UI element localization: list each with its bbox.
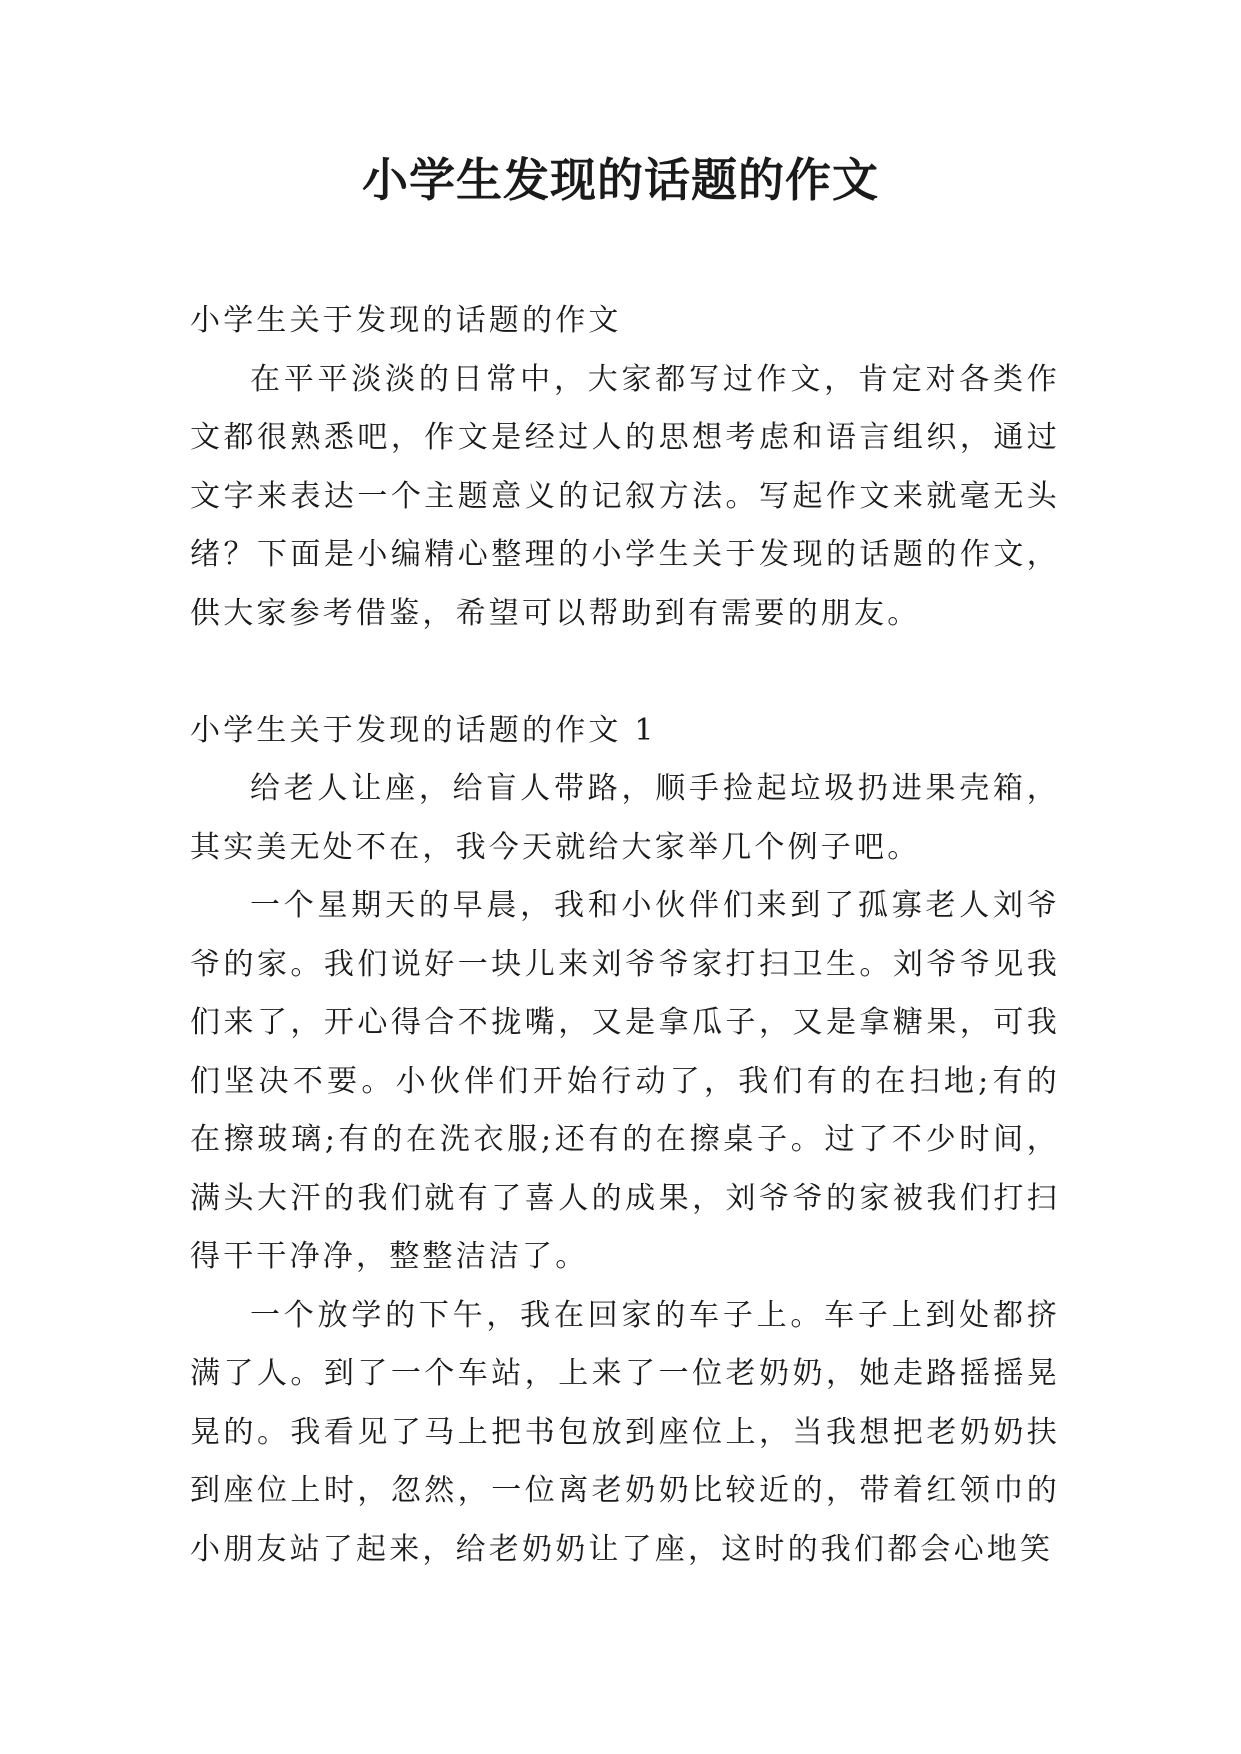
- document-body: [190, 292, 1060, 1579]
- subtitle: 小学生关于发现的话题的作文: [190, 303, 622, 338]
- paragraph-spacer: [190, 643, 1060, 702]
- section-heading: 小学生关于发现的话题的作文 1: [190, 712, 657, 748]
- paragraph-3: 一个放学的下午，我在回家的车子上。车子上到处都挤满了人。到了一个车站，上来了一位老奶奶，她走路摇摇晃晃的。我看见了马上把书包放到座位上，当我想把老奶奶扶到座位上时，忽然，一位离老奶奶比较近的，带着红领巾的小朋友站了起来，给老奶奶让了座，这时的我们都会心地笑: [190, 1297, 1060, 1567]
- paragraph-1: 给老人让座，给盲人带路，顺手捡起垃圾扔进果壳箱，其实美无处不在，我今天就给大家举几个例子吧。: [190, 771, 1060, 865]
- page-title: 小学生发现的话题的作文: [362, 153, 879, 207]
- intro-paragraph: 在平平淡淡的日常中，大家都写过作文，肯定对各类作文都很熟悉吧，作文是经过人的思想考虑和语言组织，通过文字来表达一个主题意义的记叙方法。写起作文来就毫无头绪？下面是小编精心整理的小学生关于发现的话题的作文，供大家参考借鉴，希望可以帮助到有需要的朋友。: [190, 361, 1060, 631]
- paragraph-2: 一个星期天的早晨，我和小伙伴们来到了孤寡老人刘爷爷的家。我们说好一块儿来刘爷爷家打扫卫生。刘爷爷见我们来了，开心得合不拢嘴，又是拿瓜子，又是拿糖果，可我们坚决不要。小伙伴们开始行动了，我们有的在扫地;有的在擦玻璃;有的在洗衣服;还有的在擦桌子。过了不少时间，满头大汗的我们就有了喜人的成果，刘爷爷的家被我们打扫得干干净净，整整洁洁了。: [190, 888, 1060, 1274]
